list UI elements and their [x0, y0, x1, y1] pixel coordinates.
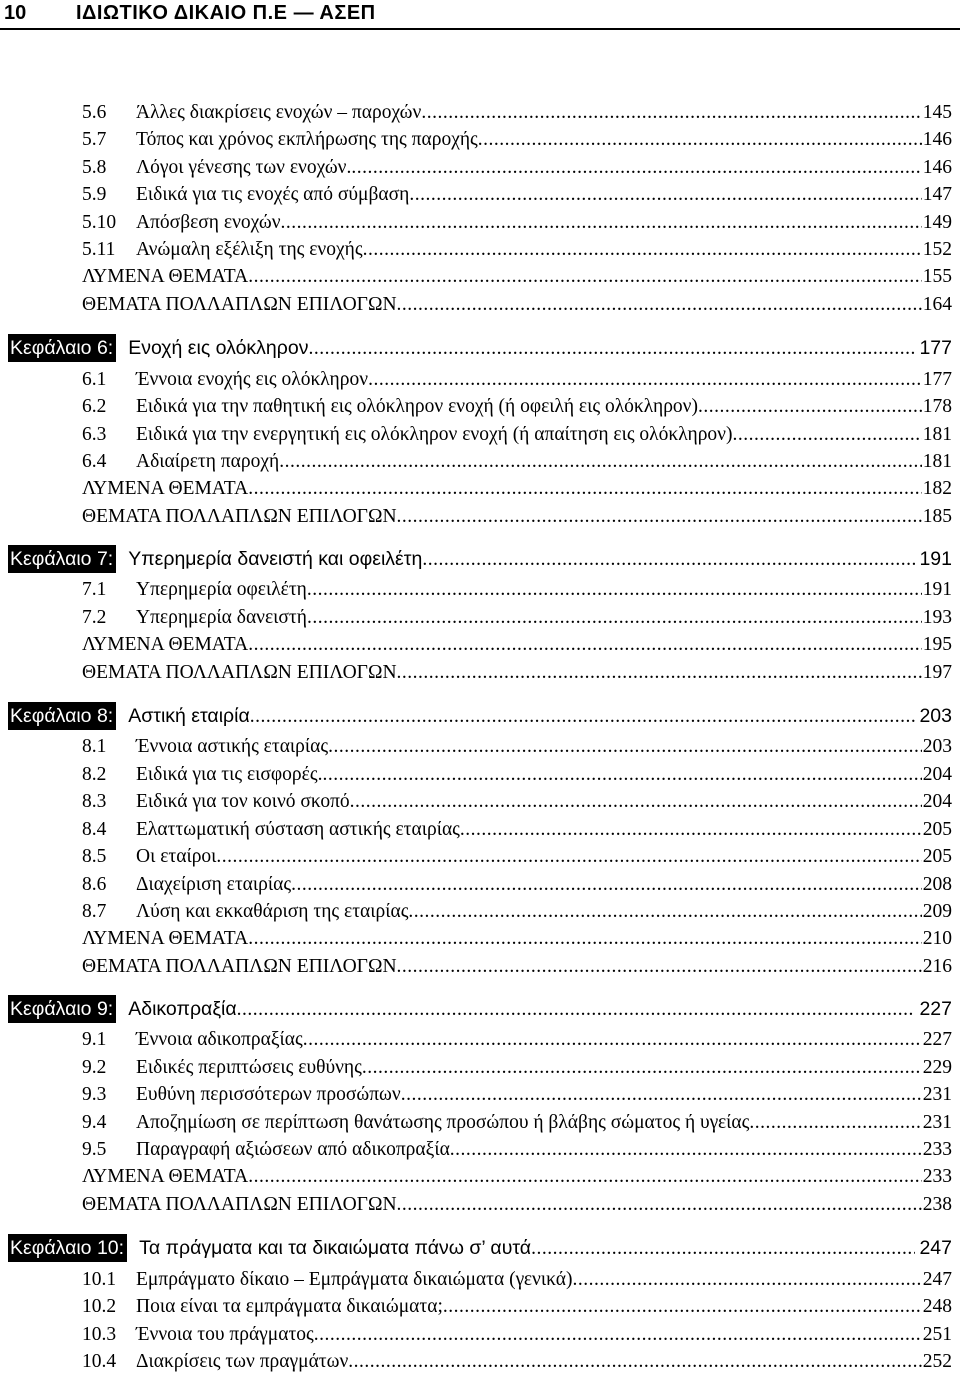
dot-leader — [308, 334, 915, 363]
toc-chapter[interactable] — [8, 545, 952, 573]
section-number: 9.4 — [82, 1112, 107, 1133]
entry-page: 155 — [922, 266, 952, 287]
toc-entry[interactable] — [82, 1192, 952, 1218]
dot-leader — [450, 1137, 922, 1163]
toc-entry[interactable] — [82, 237, 952, 263]
section-number: 9.3 — [82, 1084, 107, 1105]
toc-chapter[interactable] — [8, 995, 952, 1023]
entry-page: 147 — [922, 184, 952, 205]
entry-page: 209 — [922, 901, 952, 922]
toc-entry[interactable] — [82, 605, 952, 631]
dot-leader — [397, 292, 922, 318]
entry-title: Εμπράγματο δίκαιο – Εμπράγματα δικαιώματα (γενικά) — [136, 1269, 573, 1290]
entry-page: 233 — [922, 1166, 952, 1187]
toc-entry[interactable] — [82, 127, 952, 153]
chapter-page: 177 — [919, 337, 952, 359]
toc-entry[interactable] — [82, 789, 952, 815]
entry-page: 182 — [922, 478, 952, 499]
section-number: 5.7 — [82, 129, 107, 150]
section-number: 6.2 — [82, 396, 107, 417]
entry-title: Ειδικά για τις ενοχές από σύμβαση — [136, 184, 410, 205]
section-number: 8.5 — [82, 846, 107, 867]
chapter-page: 203 — [919, 705, 952, 727]
dot-leader — [401, 1082, 922, 1108]
entry-title: Ελαττωματική σύσταση αστικής εταιρίας — [136, 819, 460, 840]
chapter-page: 227 — [919, 998, 952, 1020]
toc-entry[interactable] — [82, 817, 952, 843]
entry-title: ΛΥΜΕΝΑ ΘΕΜΑΤΑ — [82, 266, 249, 287]
dot-leader — [348, 1349, 921, 1375]
toc-entry[interactable] — [82, 1110, 952, 1136]
section-number: 6.1 — [82, 369, 107, 390]
toc-entry[interactable] — [82, 1164, 952, 1190]
dot-leader — [443, 1294, 922, 1320]
entry-title: Λύση και εκκαθάριση της εταιρίας — [136, 901, 409, 922]
chapter-label: Κεφάλαιο 9: — [8, 995, 116, 1023]
section-number: 7.2 — [82, 607, 107, 628]
entry-title: Οι εταίροι — [136, 846, 217, 867]
entry-title: Ανώμαλη εξέλιξη της ενοχής — [136, 239, 363, 260]
entry-title: Διαχείριση εταιρίας — [136, 874, 292, 895]
dot-leader — [291, 872, 922, 898]
entry-title: Τόπος και χρόνος εκπλήρωσης της παροχής — [136, 129, 478, 150]
entry-page: 205 — [922, 819, 952, 840]
entry-page: 181 — [922, 424, 952, 445]
entry-page: 248 — [922, 1296, 952, 1317]
toc-entry[interactable] — [82, 926, 952, 952]
dot-leader — [368, 367, 922, 393]
dot-leader — [421, 100, 921, 126]
dot-leader — [351, 155, 921, 181]
section-number: 6.4 — [82, 451, 107, 472]
toc-entry[interactable] — [82, 210, 952, 236]
entry-page: 233 — [922, 1139, 952, 1160]
chapter-page: 247 — [919, 1237, 952, 1259]
section-number: 8.4 — [82, 819, 107, 840]
toc-entry[interactable] — [82, 1055, 952, 1081]
page-number: 10 — [4, 2, 27, 24]
entry-page: 238 — [922, 1194, 952, 1215]
section-number: 9.1 — [82, 1029, 107, 1050]
section-number: 8.6 — [82, 874, 107, 895]
entry-title: Ευθύνη περισσότερων προσώπων — [136, 1084, 401, 1105]
entry-title: Ειδικές περιπτώσεις ευθύνης — [136, 1057, 362, 1078]
entry-page: 210 — [922, 928, 952, 949]
chapter-title: Αδικοπραξία — [128, 998, 237, 1020]
chapter-title: Ενοχή εις ολόκληρον — [128, 337, 309, 359]
entry-title: Άλλες διακρίσεις ενοχών – παροχών — [136, 102, 422, 123]
section-number: 10.2 — [82, 1296, 117, 1317]
dot-leader — [460, 817, 922, 843]
section-number: 8.2 — [82, 764, 107, 785]
entry-title: Αποζημίωση σε περίπτωση θανάτωσης προσώπου ή βλάβης σώματος ή υγείας — [136, 1112, 750, 1133]
dot-leader — [328, 734, 922, 760]
entry-page: 185 — [922, 506, 952, 527]
toc-entry[interactable] — [82, 1267, 952, 1293]
header-rule — [0, 28, 960, 30]
section-number: 8.3 — [82, 791, 107, 812]
dot-leader — [397, 660, 922, 686]
toc-entry[interactable] — [82, 1294, 952, 1320]
chapter-label: Κεφάλαιο 8: — [8, 702, 116, 730]
toc-entry[interactable] — [82, 762, 952, 788]
chapter-page: 191 — [919, 548, 952, 570]
entry-title: Αδιαίρετη παροχή — [136, 451, 280, 472]
entry-title: Ειδικά για τον κοινό σκοπό — [136, 791, 350, 812]
toc-entry[interactable] — [82, 182, 952, 208]
dot-leader — [248, 1164, 922, 1190]
chapter-label: Κεφάλαιο 10: — [8, 1234, 127, 1262]
section-number: 9.5 — [82, 1139, 107, 1160]
entry-title: Απόσβεση ενοχών — [136, 212, 281, 233]
dot-leader — [698, 394, 922, 420]
toc-entry[interactable] — [82, 476, 952, 502]
entry-title: ΘΕΜΑΤΑ ΠΟΛΛΑΠΛΩΝ ΕΠΙΛΟΓΩΝ — [82, 506, 397, 527]
toc-entry[interactable] — [82, 367, 952, 393]
dot-leader — [362, 1055, 922, 1081]
entry-page: 152 — [922, 239, 952, 260]
dot-leader — [732, 422, 921, 448]
dot-leader — [281, 210, 922, 236]
dot-leader — [749, 1110, 921, 1136]
entry-title: Ειδικά για την ενεργητική εις ολόκληρον ενοχή (ή απαίτηση εις ολόκληρον) — [136, 424, 733, 445]
entry-page: 146 — [922, 157, 952, 178]
toc-entry[interactable] — [82, 872, 952, 898]
entry-title: Έννοια αστικής εταιρίας — [136, 736, 329, 757]
toc-entry[interactable] — [82, 660, 952, 686]
toc-entry[interactable] — [82, 899, 952, 925]
toc-entry[interactable] — [82, 1349, 952, 1375]
dot-leader — [237, 995, 916, 1024]
entry-title: Ποια είναι τα εμπράγματα δικαιώματα; — [136, 1296, 443, 1317]
toc-entry[interactable] — [82, 1137, 952, 1163]
dot-leader — [397, 1192, 922, 1218]
dot-leader — [216, 844, 921, 870]
section-number: 5.6 — [82, 102, 107, 123]
dot-leader — [303, 1027, 922, 1053]
entry-title: Διακρίσεις των πραγμάτων — [136, 1351, 349, 1372]
entry-page: 177 — [922, 369, 952, 390]
book-title: ΙΔΙΩΤΙΚΟ ΔΙΚΑΙΟ Π.Ε — ΑΣΕΠ — [76, 2, 376, 24]
entry-title: Έννοια αδικοπραξίας — [136, 1029, 303, 1050]
entry-title: Ειδικά για τις εισφορές. — [136, 764, 323, 785]
toc-entry[interactable] — [82, 1082, 952, 1108]
section-number: 10.4 — [82, 1351, 117, 1372]
toc-entry[interactable] — [82, 734, 952, 760]
entry-page: 149 — [922, 212, 952, 233]
entry-title: ΛΥΜΕΝΑ ΘΕΜΑΤΑ — [82, 634, 249, 655]
dot-leader — [248, 264, 922, 290]
section-number: 10.3 — [82, 1324, 117, 1345]
entry-page: 231 — [922, 1084, 952, 1105]
entry-page: 229 — [922, 1057, 952, 1078]
running-header — [0, 0, 960, 30]
entry-page: 205 — [922, 846, 952, 867]
entry-page: 203 — [922, 736, 952, 757]
section-number: 6.3 — [82, 424, 107, 445]
dot-leader — [478, 127, 922, 153]
toc-entry[interactable] — [82, 1322, 952, 1348]
toc-entry[interactable] — [82, 954, 952, 980]
dot-leader — [307, 577, 922, 603]
entry-title: ΛΥΜΕΝΑ ΘΕΜΑΤΑ — [82, 928, 249, 949]
section-number: 5.11 — [82, 239, 116, 260]
entry-title: ΛΥΜΕΝΑ ΘΕΜΑΤΑ — [82, 1166, 249, 1187]
entry-title: ΘΕΜΑΤΑ ΠΟΛΛΑΠΛΩΝ ΕΠΙΛΟΓΩΝ — [82, 1194, 397, 1215]
entry-page: 164 — [922, 294, 952, 315]
entry-page: 247 — [922, 1269, 952, 1290]
toc-entry[interactable] — [82, 504, 952, 530]
chapter-label: Κεφάλαιο 7: — [8, 545, 116, 573]
toc-entry[interactable] — [82, 632, 952, 658]
toc-entry[interactable] — [82, 155, 952, 181]
entry-page: 231 — [922, 1112, 952, 1133]
entry-page: 146 — [922, 129, 952, 150]
entry-page: 145 — [922, 102, 952, 123]
entry-page: 252 — [922, 1351, 952, 1372]
entry-title: Έννοια του πράγματος — [136, 1324, 314, 1345]
toc-chapter[interactable] — [8, 702, 952, 730]
chapter-title: Αστική εταιρία — [128, 705, 250, 727]
toc-entry[interactable] — [82, 844, 952, 870]
toc-chapter[interactable] — [8, 1234, 952, 1262]
dot-leader — [307, 605, 922, 631]
entry-title: ΘΕΜΑΤΑ ΠΟΛΛΑΠΛΩΝ ΕΠΙΛΟΓΩΝ — [82, 956, 397, 977]
entry-title: ΛΥΜΕΝΑ ΘΕΜΑΤΑ — [82, 478, 249, 499]
entry-page: 204 — [922, 791, 952, 812]
toc-chapter[interactable] — [8, 334, 952, 362]
chapter-title: Τα πράγματα και τα δικαιώματα πάνω σ’ αυτά — [139, 1237, 532, 1259]
section-number: 5.10 — [82, 212, 117, 233]
dot-leader — [314, 1322, 922, 1348]
dot-leader — [422, 545, 915, 574]
entry-title: Υπερημερία οφειλέτη — [136, 579, 307, 600]
chapter-label: Κεφάλαιο 6: — [8, 334, 116, 362]
toc-entry[interactable] — [82, 292, 952, 318]
section-number: 7.1 — [82, 579, 107, 600]
section-number: 8.7 — [82, 901, 107, 922]
dot-leader — [363, 237, 922, 263]
dot-leader — [350, 789, 922, 815]
dot-leader — [397, 954, 922, 980]
entry-title: Έννοια ενοχής εις ολόκληρον — [136, 369, 369, 390]
entry-page: 208 — [922, 874, 952, 895]
section-number: 5.9 — [82, 184, 107, 205]
entry-title: ΘΕΜΑΤΑ ΠΟΛΛΑΠΛΩΝ ΕΠΙΛΟΓΩΝ — [82, 294, 397, 315]
entry-page: 204 — [922, 764, 952, 785]
dot-leader — [279, 449, 922, 475]
section-number: 8.1 — [82, 736, 107, 757]
dot-leader — [572, 1267, 921, 1293]
entry-page: 251 — [922, 1324, 952, 1345]
dot-leader — [531, 1234, 915, 1263]
entry-page: 216 — [922, 956, 952, 977]
entry-page: 191 — [922, 579, 952, 600]
section-number: 5.8 — [82, 157, 107, 178]
entry-page: 195 — [922, 634, 952, 655]
toc-entry[interactable] — [82, 422, 952, 448]
entry-page: 227 — [922, 1029, 952, 1050]
entry-page: 181 — [922, 451, 952, 472]
entry-page: 178 — [922, 396, 952, 417]
entry-title: Λόγοι γένεσης των ενοχών. — [136, 157, 352, 178]
entry-page: 197 — [922, 662, 952, 683]
entry-title: ΘΕΜΑΤΑ ΠΟΛΛΑΠΛΩΝ ΕΠΙΛΟΓΩΝ — [82, 662, 397, 683]
toc-entry[interactable] — [82, 100, 952, 126]
dot-leader — [248, 926, 922, 952]
dot-leader — [397, 504, 922, 530]
toc-entry[interactable] — [82, 394, 952, 420]
entry-title: Παραγραφή αξιώσεων από αδικοπραξία — [136, 1139, 450, 1160]
entry-page: 193 — [922, 607, 952, 628]
chapter-title: Υπερημερία δανειστή και οφειλέτη — [128, 548, 423, 570]
section-number: 10.1 — [82, 1269, 117, 1290]
entry-title: Ειδικά για την παθητική εις ολόκληρον ενοχή (ή οφειλή εις ολόκληρον) — [136, 396, 698, 417]
dot-leader — [409, 182, 921, 208]
entry-title: Υπερημερία δανειστή — [136, 607, 307, 628]
dot-leader — [248, 632, 922, 658]
dot-leader — [250, 702, 916, 731]
toc-entry[interactable] — [82, 449, 952, 475]
toc-entry[interactable] — [82, 577, 952, 603]
dot-leader — [248, 476, 922, 502]
dot-leader — [322, 762, 921, 788]
toc-entry[interactable] — [82, 264, 952, 290]
toc-entry[interactable] — [82, 1027, 952, 1053]
dot-leader — [408, 899, 921, 925]
section-number: 9.2 — [82, 1057, 107, 1078]
